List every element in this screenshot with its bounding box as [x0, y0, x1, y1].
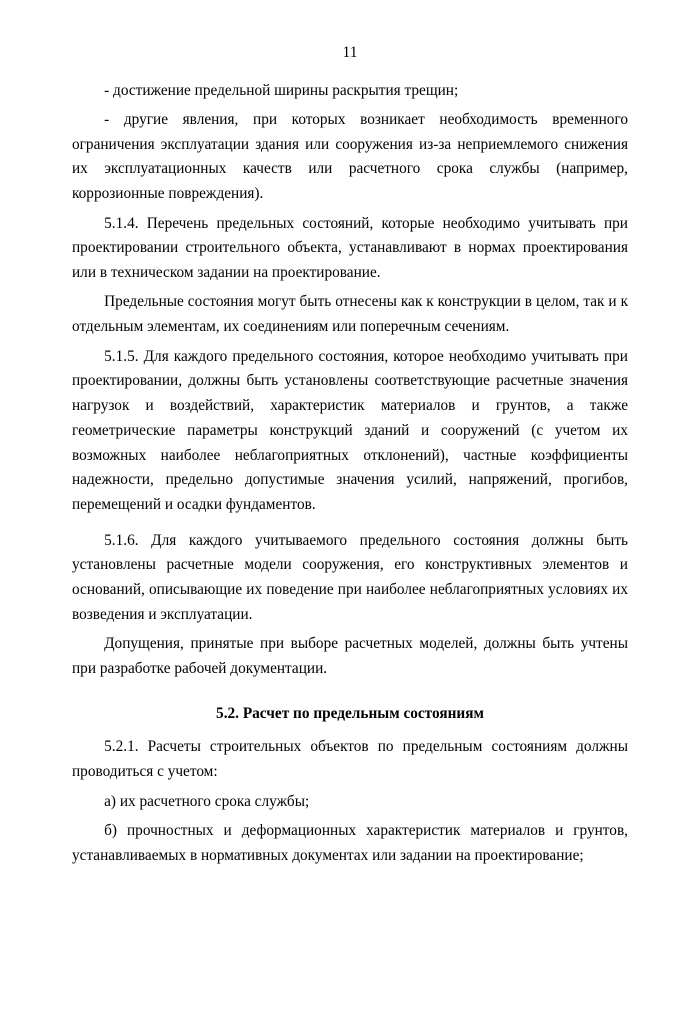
section-heading-5-2: 5.2. Расчет по предельным состояниям [216, 705, 484, 723]
page-body [72, 79, 628, 869]
paragraph-item-a: а) их расчетного срока службы; [104, 792, 310, 810]
paragraph-clause-5-1-4: 5.1.4. Перечень предельных состояний, которые необходимо учитывать при проектировании строительного объекта, устанавливают в нормах проектирования или в техническом задании на проектирование. [72, 214, 628, 282]
paragraph-bullet-other-phenomena: - другие явления, при которых возникает необходимость временного ограничения эксплуатации здания или сооружения из-за неприемлемого снижения их эксплуатационных качеств или расчетного срока службы (например, коррозионные повреждения). [72, 110, 628, 203]
paragraph-limit-states-assignment: Предельные состояния могут быть отнесены как к конструкции в целом, так и к отдельным элементам, их соединениям или поперечным сечениям. [72, 293, 628, 336]
paragraph-clause-5-1-6: 5.1.6. Для каждого учитываемого предельного состояния должны быть установлены расчетные модели сооружения, его конструктивных элементов и оснований, описывающие их поведение при наиболее неблагоприятных условиях их возведения и эксплуатации. [72, 531, 628, 623]
paragraph-clause-5-2-1: 5.2.1. Расчеты строительных объектов по предельным состояниям должны проводиться с учетом: [72, 738, 628, 781]
paragraph-clause-5-1-5: 5.1.5. Для каждого предельного состояния, которое необходимо учитывать при проектировании, должны быть установлены соответствующие расчетные значения нагрузок и воздействий, характеристик материалов и грунтов, а также геометрические параметры конструкций зданий и сооружений (с учетом их возможных наиболее неблагоприятных отклонений), частные коэффициенты надежности, предельно допустимые значения усилий, напряжений, прогибов, перемещений и осадки фундаментов. [72, 347, 628, 514]
paragraph-bullet-crack-width: - достижение предельной ширины раскрытия трещин; [104, 81, 459, 99]
paragraph-item-b: б) прочностных и деформационных характеристик материалов и грунтов, устанавливаемых в нормативных документах или задании на проектирование; [72, 821, 628, 864]
paragraph-assumptions: Допущения, принятые при выборе расчетных моделей, должны быть учтены при разработке рабочей документации. [72, 635, 628, 677]
page-number: 11 [342, 44, 358, 61]
